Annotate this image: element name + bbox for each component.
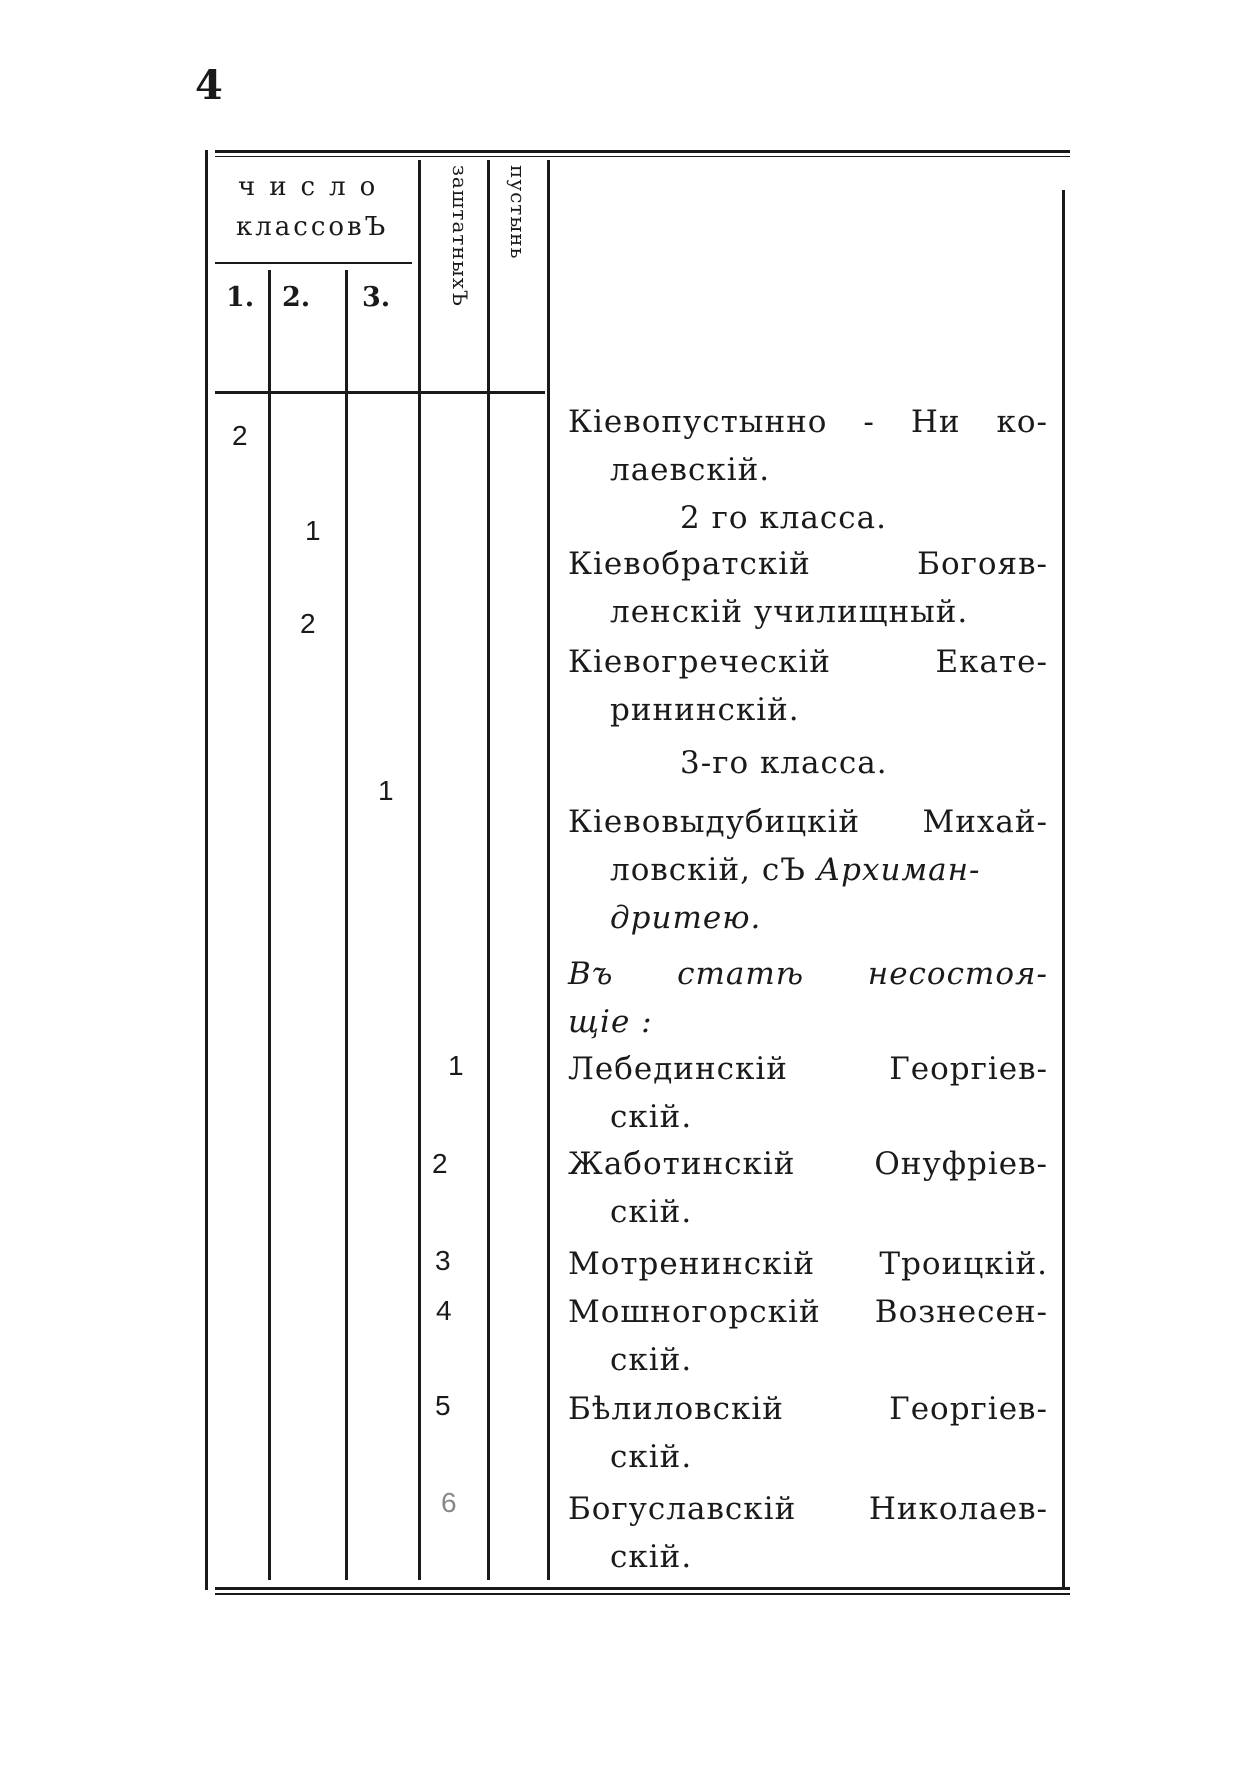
class-2-header: 2. <box>282 282 311 313</box>
column-divider-1-2 <box>268 270 271 1580</box>
monastery-name-line2: скій. <box>610 1194 693 1230</box>
column-divider-2-3 <box>345 270 348 1580</box>
count-staffed-row8: 1 <box>448 1050 464 1081</box>
section-heading-out-of-staff <box>568 950 1048 1046</box>
deserted-column-header: пустынь <box>506 165 530 260</box>
monastery-name-line1: Кіевобратскій Богояв- <box>568 546 1048 582</box>
count-staffed-row11: 4 <box>436 1295 452 1326</box>
count-staffed-row10: 3 <box>435 1245 451 1276</box>
table-right-border <box>1062 190 1065 1590</box>
monastery-entry <box>568 1240 1048 1288</box>
monastery-entry <box>568 398 1048 494</box>
monastery-entry <box>568 798 1048 942</box>
column-divider-staffed-deserted <box>487 160 490 1580</box>
monastery-name-line2: лаевскій. <box>610 452 771 488</box>
table-left-border <box>205 150 208 1590</box>
count-staffed-row12: 5 <box>435 1390 451 1421</box>
table-bottom-rule <box>215 1587 1070 1590</box>
monastery-entry <box>568 1385 1048 1481</box>
section-heading-line2: щіе : <box>568 1004 653 1040</box>
column-divider-deserted-names <box>547 160 550 1580</box>
table-top-rule-thin <box>215 156 1070 157</box>
monastery-name-line1: Мотренинскій Троицкій. <box>568 1246 1048 1282</box>
monastery-name-line2: скій. <box>610 1439 693 1475</box>
count-staffed-row9: 2 <box>432 1148 448 1179</box>
monastery-entry <box>568 1485 1048 1581</box>
monastery-name-line2: скій. <box>610 1342 693 1378</box>
monastery-name-line1: Кіевогреческій Екате- <box>568 644 1048 680</box>
monastery-entry <box>568 1140 1048 1236</box>
class-count-title-line2: классовЪ <box>236 212 389 242</box>
monastery-name-line1: Лебединскій Георгіев- <box>568 1051 1048 1087</box>
monastery-entry <box>568 638 1048 734</box>
class-3-header: 3. <box>362 282 391 313</box>
monastery-name-line1: Жаботинскій Онуфріев- <box>568 1146 1048 1182</box>
monastery-name-line1: Богуславскій Николаев- <box>568 1491 1048 1527</box>
count-staffed-row13: 6 <box>441 1487 457 1518</box>
count-class2-row3: 1 <box>305 515 321 546</box>
count-class1-row1: 2 <box>232 420 248 451</box>
monastery-title-italic: Архиман- <box>816 852 981 888</box>
count-class2-row4: 2 <box>300 608 316 639</box>
monastery-name-line2: скій. <box>610 1539 693 1575</box>
class-1-header: 1. <box>226 282 255 313</box>
monastery-name-line1: Кіевопустынно - Ни ко- <box>568 404 1048 440</box>
section-heading-class3: 3-го класса. <box>680 745 888 781</box>
header-bottom-rule <box>215 391 545 394</box>
monastery-name-line1: Мошногорскій Вознесен- <box>568 1294 1048 1330</box>
monastery-name-line1: Кіевовыдубицкій Михай- <box>568 804 1048 840</box>
staffed-column-header: заштатныхЪ <box>448 165 472 307</box>
monastery-entry <box>568 540 1048 636</box>
monastery-title-italic-line3: дритею. <box>610 900 762 936</box>
monastery-name-line2: ловскій, сЪ <box>610 852 817 888</box>
monastery-name-line2: рининскій. <box>610 692 800 728</box>
class-subheader-rule <box>215 262 412 264</box>
table-bottom-rule-thin <box>215 1593 1070 1595</box>
class-count-title-line1: число <box>238 172 390 202</box>
column-divider-3-staffed <box>418 160 421 1580</box>
monastery-entry <box>568 1288 1048 1384</box>
monastery-entry <box>568 1045 1048 1141</box>
monastery-name-line2: скій. <box>610 1099 693 1135</box>
monastery-name-line1: Бѣлиловскій Георгіев- <box>568 1391 1048 1427</box>
table-top-rule <box>215 150 1070 153</box>
count-class3-row6: 1 <box>378 775 394 806</box>
section-heading-line1: Въ статѣ несостоя- <box>568 956 1048 992</box>
page-number: 4 <box>195 62 223 109</box>
section-heading-class2: 2 го класса. <box>680 500 887 536</box>
monastery-name-line2: ленскій училищный. <box>610 594 969 630</box>
